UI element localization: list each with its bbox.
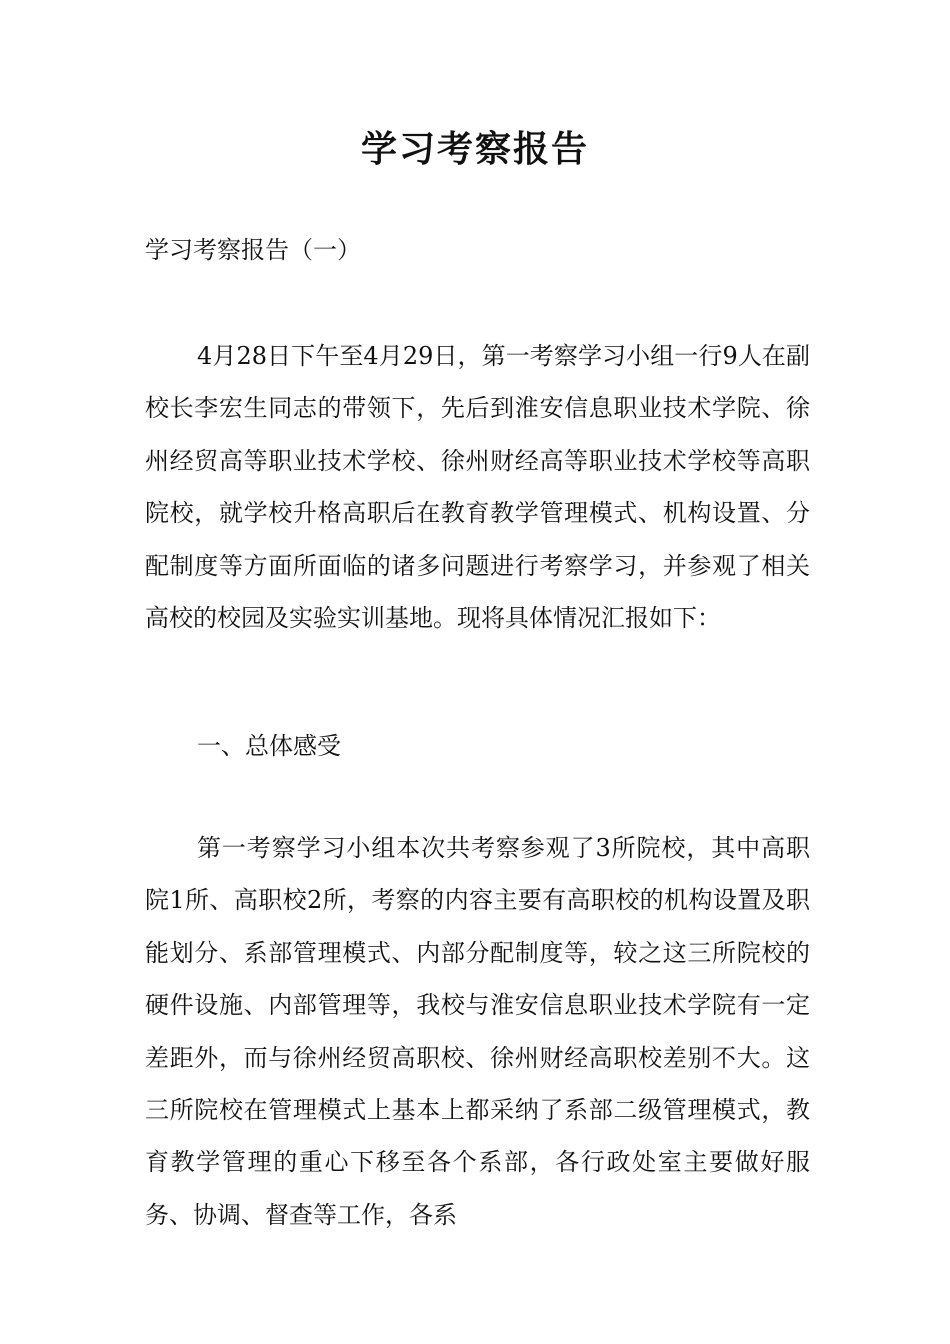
document-title: 学习考察报告	[360, 129, 589, 170]
document-subtitle: 学习考察报告（一）	[145, 236, 361, 264]
body-paragraph-1: 4月28日下午至4月29日，第一考察学习小组一行9人在副校长李宏生同志的带领下，先后到淮安信息职业技术学院、徐州经贸高等职业技术学校、徐州财经高等职业技术学校等高职院校，就学校升格高职后在教育教学管理模式、机构设置、分配制度等方面所面临的诸多问题进行考察学习，并参观了相关高校的校园及实验实训基地。现将具体情况汇报如下：	[145, 342, 810, 633]
body-paragraph-2: 第一考察学习小组本次共考察参观了3所院校，其中高职院1所、高职校2所，考察的内容主要有高职校的机构设置及职能划分、系部管理模式、内部分配制度等，较之这三所院校的硬件设施、内部管理等，我校与淮安信息职业技术学院有一定差距外，而与徐州经贸高职校、徐州财经高职校差别不大。这三所院校在管理模式上基本上都采纳了系部二级管理模式，教育教学管理的重心下移至各个系部，各行政处室主要做好服务、协调、督查等工作，各系	[145, 834, 810, 1229]
section-heading-overall-impression: 一、总体感受	[197, 732, 341, 760]
